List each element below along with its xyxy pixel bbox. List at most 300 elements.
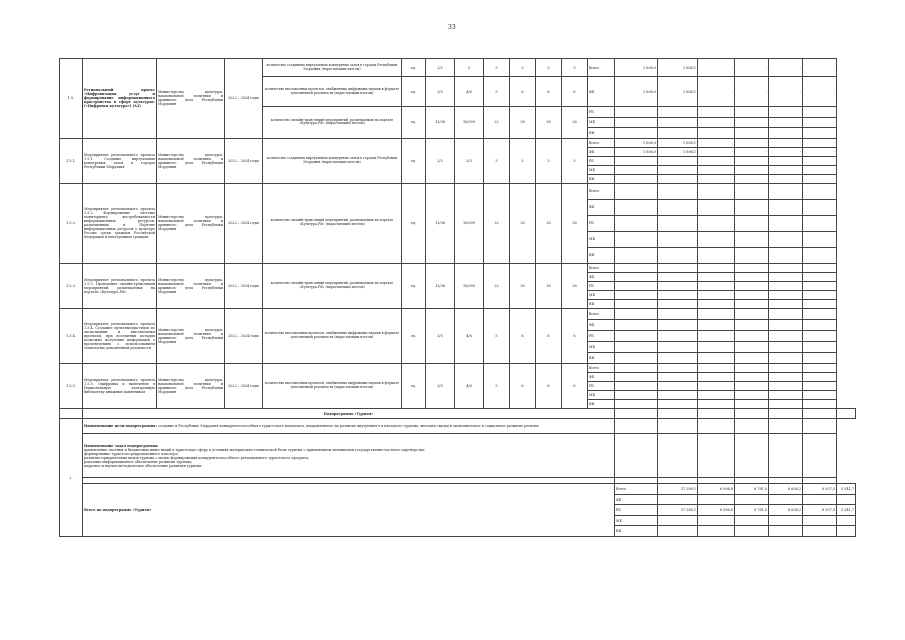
funding-value — [803, 156, 837, 165]
funding-value — [735, 174, 769, 183]
row-executor: Министерство культуры, национальной политики и архивного дела Республики Мордовия — [157, 363, 225, 408]
funding-value — [698, 231, 735, 247]
indicator-value: 28 — [562, 107, 588, 138]
indicator-name: количество выставочных проектов, снабженных цифровыми гидами в формате дополненной реальности (нарастающим итогом) — [263, 77, 402, 107]
indicator-name: количество онлайн-трансляций мероприятий, размещаемых на портале «Культура.РФ» (нарастающим итогом) — [263, 107, 402, 138]
funding-value: - — [769, 147, 803, 156]
indicator-unit: ед. — [402, 363, 426, 408]
indicator-value: 28 — [510, 263, 536, 308]
funding-value — [735, 215, 769, 231]
funding-value — [658, 319, 698, 330]
funding-value — [803, 247, 837, 263]
funding-value — [615, 199, 658, 215]
funding-source: ВИ — [615, 526, 658, 536]
funding-value — [837, 494, 856, 504]
indicator-unit: ед. — [402, 138, 426, 183]
table-body — [60, 59, 856, 537]
funding-value: - — [769, 59, 803, 77]
indicator-value: 4/6 — [455, 308, 484, 363]
funding-value — [698, 352, 735, 363]
indicator-unit: ед. — [402, 107, 426, 138]
funding-value — [769, 319, 803, 330]
indicator-value: 3/5 — [426, 77, 455, 107]
indicator-value: 28 — [536, 107, 562, 138]
row-period: 2022 – 2024 годы — [225, 138, 263, 183]
funding-value — [658, 247, 698, 263]
funding-source: МБ — [588, 390, 615, 399]
funding-value — [803, 308, 837, 319]
funding-value — [615, 117, 658, 127]
funding-source: Всего — [588, 59, 615, 77]
funding-value — [615, 341, 658, 352]
row-number: 1.5.4. — [60, 308, 83, 363]
indicator-value: 5 — [484, 363, 510, 408]
funding-value — [658, 330, 698, 341]
funding-value — [658, 174, 698, 183]
task-item: развитие приоритетных видов туризма с целью формирования конкурентоспособного регионального туристского продукта; — [84, 455, 310, 460]
funding-value — [658, 372, 698, 381]
funding-value — [615, 319, 658, 330]
funding-source: ФБ — [588, 147, 615, 156]
indicator-value: 3 — [484, 59, 510, 77]
indicator-value: 2/2 — [426, 59, 455, 77]
funding-value — [769, 290, 803, 299]
funding-value — [735, 308, 769, 319]
funding-value: 5 541,7 — [837, 484, 856, 494]
funding-value — [615, 128, 658, 138]
funding-value — [698, 107, 735, 117]
row-executor: Министерство культуры, национальной политики и архивного дела Республики Мордовия — [157, 263, 225, 308]
funding-value — [769, 263, 803, 272]
funding-value: - — [698, 138, 735, 147]
row-number: 1.5.5. — [60, 363, 83, 408]
funding-value: 8 781,0 — [735, 484, 769, 494]
funding-value — [769, 381, 803, 390]
funding-value — [615, 290, 658, 299]
indicator-value: 6 — [562, 363, 588, 408]
funding-value — [698, 381, 735, 390]
funding-value — [803, 515, 837, 525]
funding-value — [658, 263, 698, 272]
funding-value: - — [803, 138, 837, 147]
row-name: Мероприятие регионального проекта 1.5.3. Проведение онлайн-трансляций мероприятий, размещаемых на портале «Культура.РФ» — [83, 263, 157, 308]
funding-value — [803, 399, 837, 408]
indicator-value: 6 — [536, 77, 562, 107]
indicator-value: 6 — [562, 308, 588, 363]
funding-value — [615, 183, 658, 199]
table-row — [60, 183, 856, 199]
funding-value: - — [735, 147, 769, 156]
funding-value — [803, 372, 837, 381]
funding-source: Всего — [588, 138, 615, 147]
row-name: Мероприятие регионального проекта 1.5.5. Оцифровка и включение в Национальную электронную библиотеку книжных памятников — [83, 363, 157, 408]
funding-value — [615, 174, 658, 183]
indicator-value: 22 — [484, 183, 510, 263]
indicator-value: 6 — [510, 77, 536, 107]
funding-value: 6 906,8 — [698, 505, 735, 515]
funding-value: 8 781,0 — [735, 505, 769, 515]
funding-source: МБ — [588, 290, 615, 299]
funding-value — [615, 308, 658, 319]
funding-value — [698, 156, 735, 165]
funding-value — [735, 128, 769, 138]
funding-value: - — [769, 77, 803, 107]
funding-value — [735, 319, 769, 330]
funding-value — [837, 515, 856, 525]
funding-value — [769, 128, 803, 138]
funding-value — [769, 272, 803, 281]
funding-value — [658, 165, 698, 174]
funding-source: ФБ — [588, 199, 615, 215]
indicator-value: 2/2 — [426, 138, 455, 183]
funding-source: ФБ — [588, 372, 615, 381]
indicator-unit: ед. — [402, 77, 426, 107]
funding-value — [615, 363, 658, 372]
indicator-name: количество созданных виртуальных концертных залов в городах Республики Мордовия (нарастающим итогом) — [263, 59, 402, 77]
funding-source: РБ — [615, 505, 658, 515]
funding-value — [735, 290, 769, 299]
indicator-value: 28 — [562, 183, 588, 263]
subprogram-goal — [83, 419, 615, 434]
funding-value — [769, 174, 803, 183]
funding-source: РБ — [588, 107, 615, 117]
funding-value — [735, 165, 769, 174]
funding-value — [735, 381, 769, 390]
funding-value — [658, 156, 698, 165]
indicator-value: 3 — [455, 59, 484, 77]
indicator-name: количество выставочных проектов, снабженных цифровыми гидами в формате дополненной реальности (нарастающим итогом) — [263, 363, 402, 408]
table-row — [60, 308, 856, 319]
funding-source: ФБ — [588, 319, 615, 330]
row-name: Мероприятие регионального проекта 1.5.4. Создание мультимедиа-гидов по экспозициям и выставочным проектам, при посещении которых возможно получение информации о произведениях с использованием технологии дополненной реальности — [83, 308, 157, 363]
funding-value — [658, 390, 698, 399]
indicator-value: 28 — [562, 263, 588, 308]
funding-value — [735, 107, 769, 117]
indicator-unit: ед. — [402, 59, 426, 77]
funding-value — [803, 330, 837, 341]
indicator-value: 3 — [510, 59, 536, 77]
funding-source: Всего — [588, 308, 615, 319]
row-number: 1.5.3. — [60, 263, 83, 308]
task-item: привлечение частных и бюджетных инвестиций в туристскую сферу в условиях материально-технической базы туризма с применением механизмов государственно-частного партнерства; — [84, 447, 426, 452]
row-name: Региональный проект «Цифровизация услуг и формирование информационного пространства в сфере культуры» («Цифровая культура») (А3) — [83, 59, 157, 139]
funding-value: - — [735, 138, 769, 147]
funding-value — [698, 117, 735, 127]
funding-value — [698, 319, 735, 330]
funding-value: - — [803, 59, 837, 77]
funding-value — [769, 299, 803, 308]
funding-value — [658, 526, 698, 536]
funding-value — [735, 363, 769, 372]
funding-value — [735, 299, 769, 308]
indicator-value: 28 — [536, 263, 562, 308]
indicator-value: 6 — [562, 77, 588, 107]
funding-value — [615, 372, 658, 381]
funding-source: Всего — [588, 263, 615, 272]
funding-value — [803, 231, 837, 247]
indicator-value: 13/36 — [426, 263, 455, 308]
goal-label: Наименование цели подпрограммы: — [84, 424, 157, 429]
funding-value — [615, 272, 658, 281]
funding-value — [769, 215, 803, 231]
funding-value — [615, 330, 658, 341]
funding-value — [698, 372, 735, 381]
indicator-name: количество онлайн-трансляций мероприятий, размещаемых на портале «Культура.РФ» (нарастающим итогом) — [263, 183, 402, 263]
funding-value — [698, 390, 735, 399]
funding-value — [615, 165, 658, 174]
funding-value — [658, 341, 698, 352]
funding-value: 8 937,5 — [803, 505, 837, 515]
funding-source: ВИ — [588, 128, 615, 138]
funding-source: ВИ — [588, 247, 615, 263]
funding-value: 8 608,2 — [769, 484, 803, 494]
funding-value — [735, 399, 769, 408]
funding-value — [769, 372, 803, 381]
indicator-value: 5 — [484, 77, 510, 107]
task-item: формирование туристско-рекреационного кластера; — [84, 451, 179, 456]
table-row — [60, 263, 856, 272]
funding-value — [803, 107, 837, 117]
funding-value — [615, 231, 658, 247]
indicator-value: 3/5 — [426, 308, 455, 363]
row-executor: Министерство культуры, национальной политики и архивного дела Республики Мордовия — [157, 183, 225, 263]
indicator-value: 28 — [510, 183, 536, 263]
indicator-value: 3 — [484, 138, 510, 183]
funding-value — [803, 526, 837, 536]
row-period: 2022 – 2024 годы — [225, 363, 263, 408]
funding-source: МБ — [588, 341, 615, 352]
indicator-value: 3 — [562, 59, 588, 77]
funding-value — [615, 390, 658, 399]
row-name: Мероприятие регионального проекта 1.5.2. Формирование системы мониторинга востребованности информационных ресурсов, размещенных в Перечне информационных ресурсов о культуре России среди граждан Российской Федерации и иностранных граждан — [83, 183, 157, 263]
funding-value — [615, 352, 658, 363]
funding-value — [803, 165, 837, 174]
funding-value: 1 606,1 — [658, 147, 698, 156]
funding-source: ФБ — [615, 494, 658, 504]
funding-value: 5 541,7 — [837, 505, 856, 515]
row-period: 2022 – 2024 годы — [225, 308, 263, 363]
indicator-value: 3/5 — [426, 363, 455, 408]
tasks-label: Наименование задач подпрограммы: — [84, 443, 159, 448]
funding-value — [735, 372, 769, 381]
funding-value — [735, 515, 769, 525]
indicator-value: 6 — [510, 363, 536, 408]
funding-value — [769, 107, 803, 117]
funding-value — [735, 199, 769, 215]
funding-value: 1 606,0 — [615, 147, 658, 156]
funding-value — [698, 165, 735, 174]
indicator-value: 3/3 — [455, 138, 484, 183]
indicator-value: 28 — [536, 183, 562, 263]
funding-source: МБ — [615, 515, 658, 525]
funding-value — [735, 231, 769, 247]
funding-value — [698, 363, 735, 372]
indicator-value: 28 — [510, 107, 536, 138]
indicator-name: количество созданных виртуальных концертных залов в городах Республики Мордовия (нарастающим итогом) — [263, 138, 402, 183]
indicator-value: 3 — [510, 138, 536, 183]
funding-value — [803, 272, 837, 281]
funding-value — [769, 363, 803, 372]
funding-value: 1 606,1 — [658, 138, 698, 147]
funding-value: - — [803, 77, 837, 107]
funding-value — [615, 263, 658, 272]
funding-value — [803, 263, 837, 272]
funding-value — [698, 299, 735, 308]
funding-value — [735, 281, 769, 290]
funding-value — [803, 183, 837, 199]
indicator-value: 16/309 — [455, 107, 484, 138]
funding-value — [658, 231, 698, 247]
funding-source: ФБ — [588, 77, 615, 107]
funding-source: ВИ — [588, 352, 615, 363]
funding-value — [735, 352, 769, 363]
funding-value: 8 608,2 — [769, 505, 803, 515]
funding-value — [658, 215, 698, 231]
funding-value — [615, 107, 658, 117]
indicator-value: 5 — [484, 308, 510, 363]
funding-value — [615, 215, 658, 231]
funding-value — [698, 330, 735, 341]
indicator-value: 13/36 — [426, 107, 455, 138]
indicator-unit: ед. — [402, 183, 426, 263]
funding-value — [658, 308, 698, 319]
funding-value — [837, 526, 856, 536]
row-executor: Министерство культуры, национальной политики и архивного дела Республики Мордовия — [157, 59, 225, 139]
funding-value — [735, 390, 769, 399]
funding-value — [698, 281, 735, 290]
funding-value — [698, 308, 735, 319]
funding-value: 8 937,5 — [803, 484, 837, 494]
table-row — [60, 138, 856, 147]
subprogram-tasks-row — [60, 434, 856, 478]
funding-value: - — [698, 147, 735, 156]
funding-value: 6 906,8 — [698, 484, 735, 494]
funding-value — [658, 199, 698, 215]
funding-value — [803, 281, 837, 290]
indicator-value: 22 — [484, 263, 510, 308]
indicator-name: количество выставочных проектов, снабженных цифровыми гидами в формате дополненной реальности (нарастающим итогом) — [263, 308, 402, 363]
funding-value — [615, 247, 658, 263]
funding-source: МБ — [588, 117, 615, 127]
funding-value — [803, 363, 837, 372]
indicator-value: 16/309 — [455, 263, 484, 308]
funding-value — [658, 281, 698, 290]
funding-value — [658, 117, 698, 127]
funding-value: - — [698, 77, 735, 107]
funding-value — [803, 128, 837, 138]
funding-source: РБ — [588, 381, 615, 390]
funding-value — [769, 247, 803, 263]
funding-value — [769, 231, 803, 247]
table-row — [60, 363, 856, 372]
indicator-value: 3 — [536, 59, 562, 77]
funding-value — [698, 247, 735, 263]
funding-value — [735, 263, 769, 272]
funding-value — [698, 526, 735, 536]
row-period: 2022 – 2024 годы — [225, 59, 263, 139]
funding-value: - — [735, 77, 769, 107]
funding-value — [769, 341, 803, 352]
funding-value — [698, 399, 735, 408]
funding-value — [615, 281, 658, 290]
funding-value: 1 606,1 — [658, 59, 698, 77]
funding-value — [615, 299, 658, 308]
funding-source: ФБ — [588, 272, 615, 281]
funding-value — [803, 199, 837, 215]
indicator-unit: ед. — [402, 308, 426, 363]
indicator-unit: ед. — [402, 263, 426, 308]
row-executor: Министерство культуры, национальной политики и архивного дела Республики Мордовия — [157, 308, 225, 363]
funding-value — [698, 263, 735, 272]
funding-source: Всего — [615, 484, 658, 494]
funding-value — [769, 390, 803, 399]
funding-value — [769, 494, 803, 504]
funding-value — [658, 352, 698, 363]
funding-value: 37 289,1 — [658, 505, 698, 515]
funding-value: - — [735, 59, 769, 77]
funding-source: РБ — [588, 281, 615, 290]
indicator-value: 6 — [536, 363, 562, 408]
funding-value — [803, 319, 837, 330]
funding-value — [769, 515, 803, 525]
funding-value — [698, 183, 735, 199]
row-name: Мероприятие регионального проекта 1.5.1. Создание виртуальных концертных залов в городах Республики Мордовия — [83, 138, 157, 183]
funding-value — [658, 363, 698, 372]
funding-value — [615, 399, 658, 408]
indicator-value: 3 — [562, 138, 588, 183]
funding-source: РБ — [588, 156, 615, 165]
funding-value — [735, 526, 769, 536]
row-number: 1.5. — [60, 59, 83, 139]
funding-source: МБ — [588, 231, 615, 247]
funding-source: МБ — [588, 165, 615, 174]
funding-value — [803, 352, 837, 363]
row-period: 2022 – 2024 годы — [225, 183, 263, 263]
funding-source: РБ — [588, 330, 615, 341]
program-table — [59, 58, 856, 537]
funding-value — [769, 330, 803, 341]
page-number: 33 — [448, 24, 456, 31]
funding-value — [698, 128, 735, 138]
table-row — [60, 484, 856, 494]
funding-value: 1 606,0 — [615, 59, 658, 77]
funding-value — [735, 156, 769, 165]
row-number: 1.5.2. — [60, 183, 83, 263]
funding-value: 1 606,1 — [658, 77, 698, 107]
funding-value: - — [769, 138, 803, 147]
funding-value — [735, 117, 769, 127]
subprogram-tasks — [83, 434, 615, 478]
funding-value — [698, 199, 735, 215]
funding-value — [698, 494, 735, 504]
funding-value — [735, 330, 769, 341]
funding-value — [658, 128, 698, 138]
funding-value — [698, 215, 735, 231]
funding-value — [769, 352, 803, 363]
funding-value — [769, 183, 803, 199]
indicator-value: 6 — [510, 308, 536, 363]
funding-value — [769, 165, 803, 174]
funding-value — [615, 381, 658, 390]
subprogram-goal-row — [60, 419, 856, 434]
funding-value — [769, 399, 803, 408]
funding-value — [615, 156, 658, 165]
funding-value — [735, 247, 769, 263]
funding-value — [803, 299, 837, 308]
funding-value — [658, 299, 698, 308]
subprogram-total-label: Всего по подпрограмме «Туризм» — [83, 484, 615, 536]
funding-value — [803, 390, 837, 399]
